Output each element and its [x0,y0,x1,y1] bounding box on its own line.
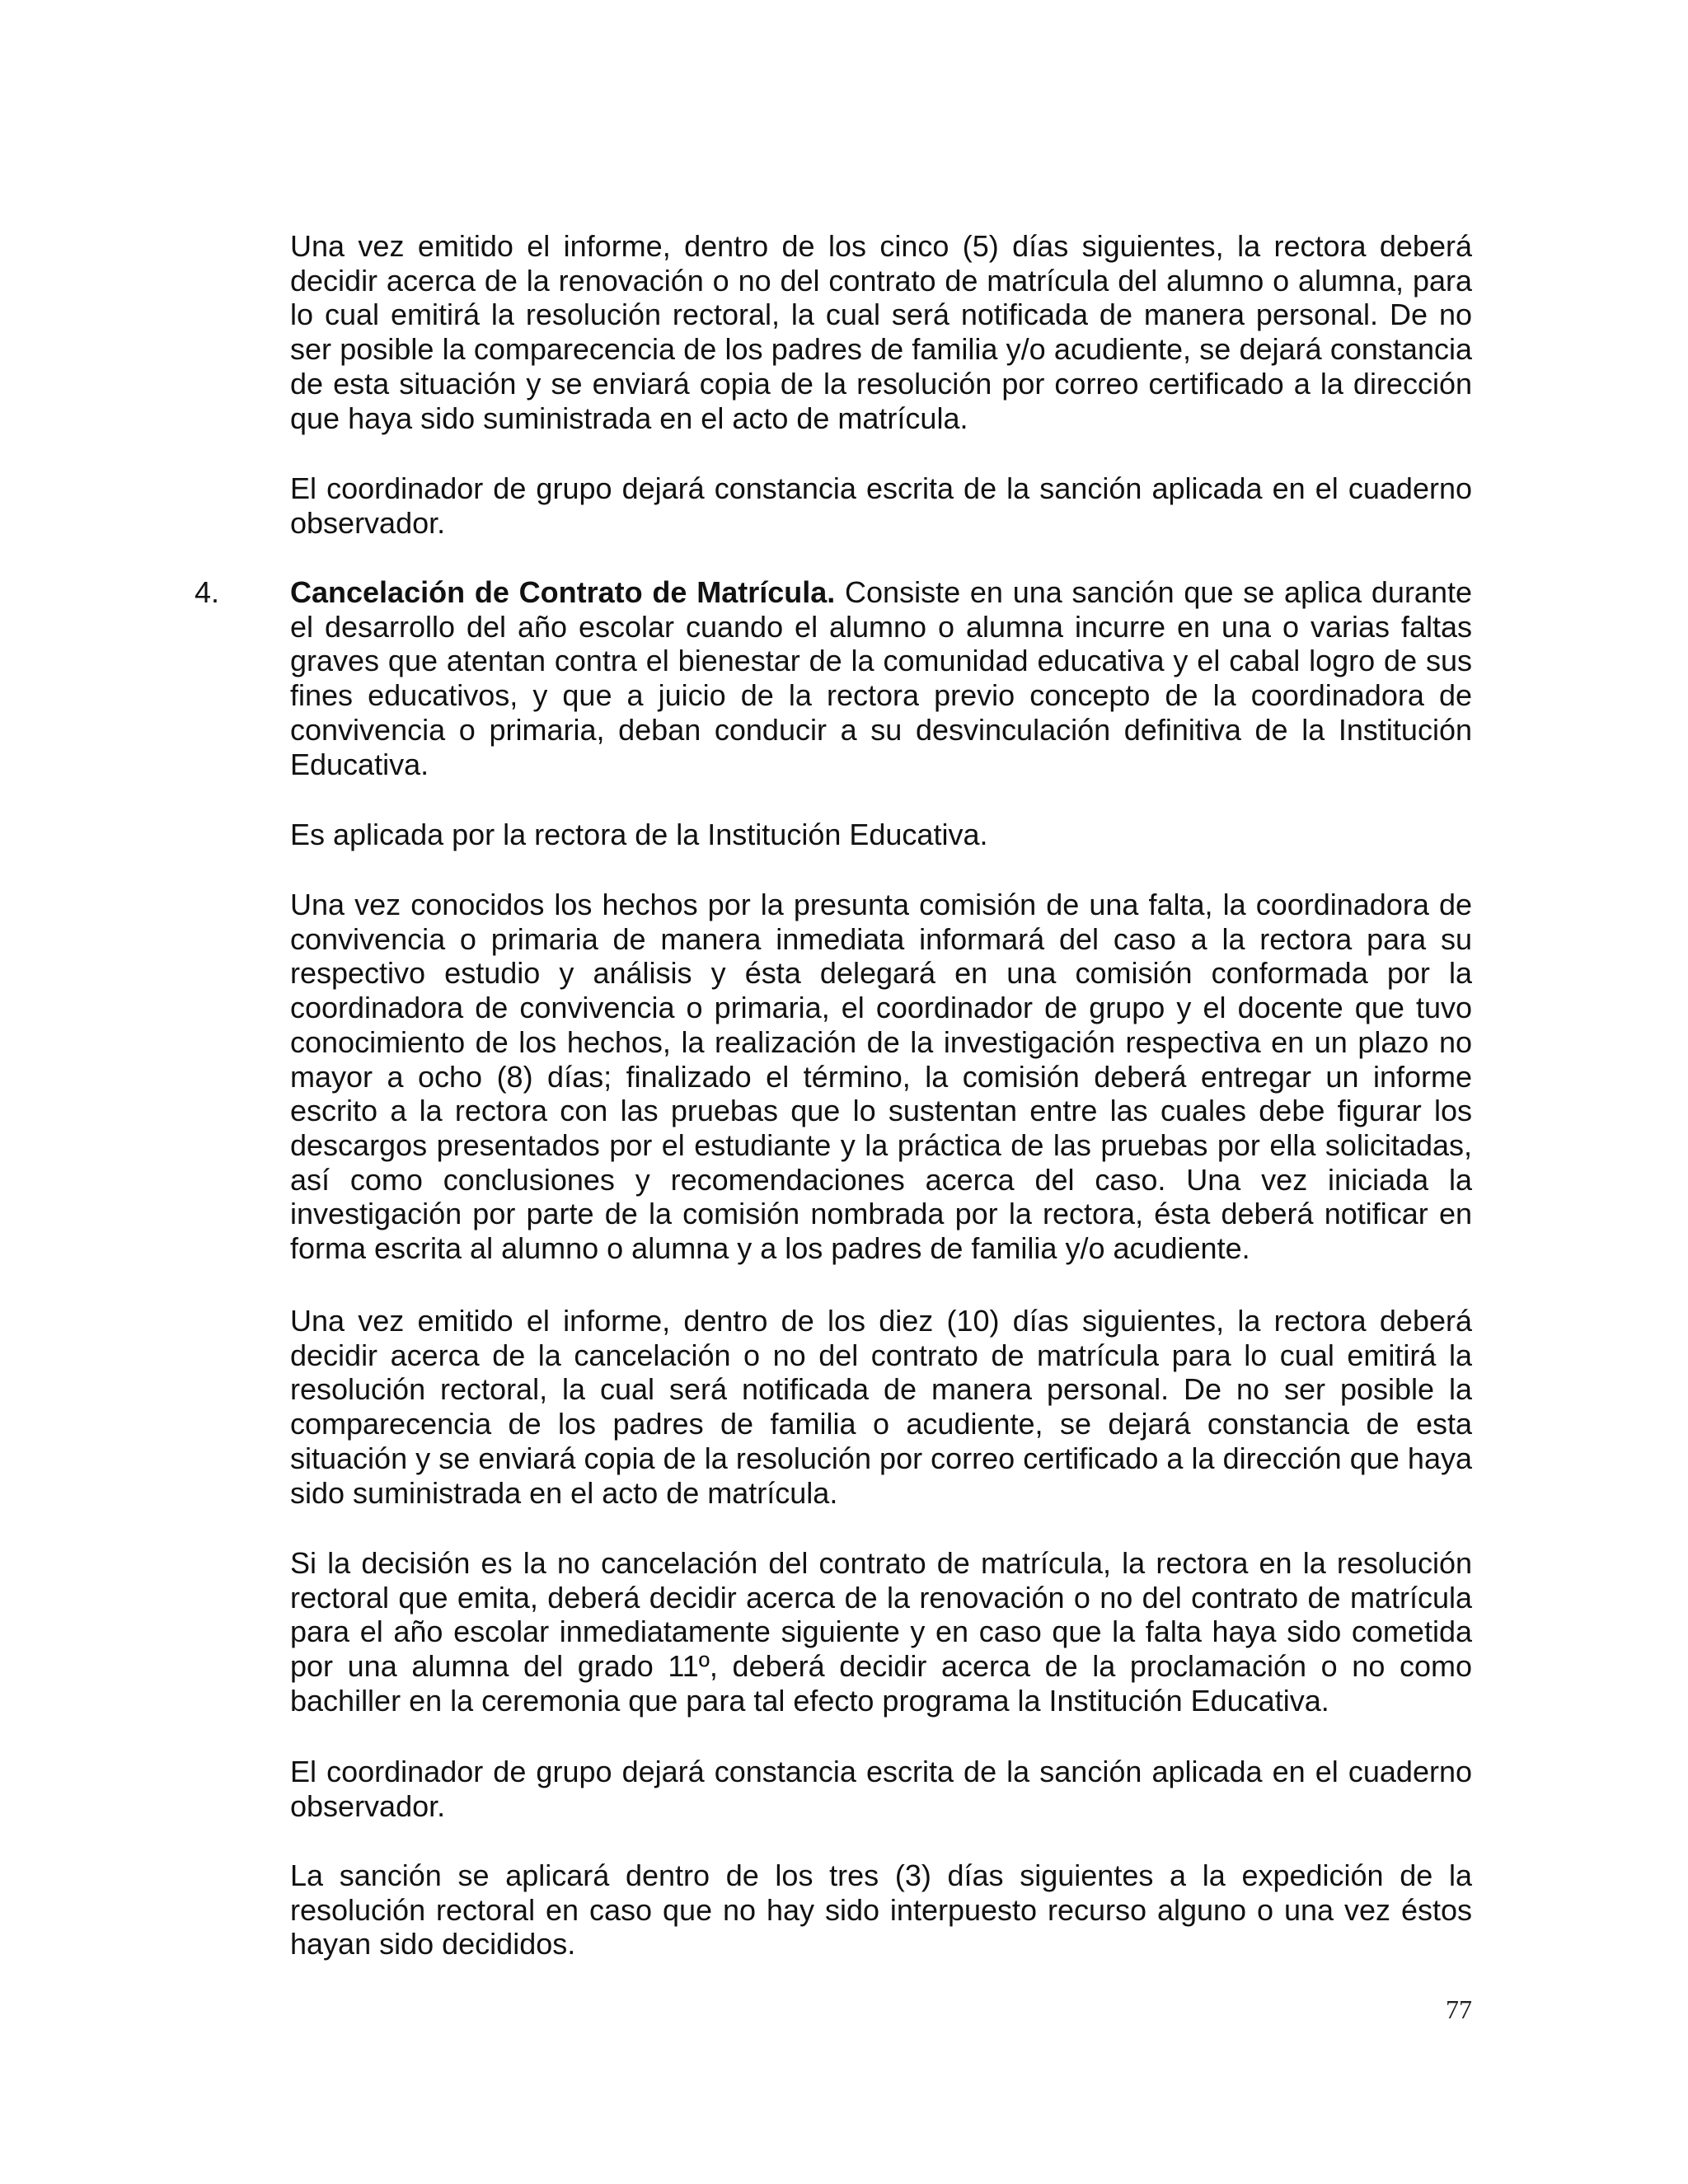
page-number: 77 [1446,1994,1472,2024]
paragraph-coordinador-constancia-1: El coordinador de grupo dejará constancia escrita de la sanción aplicada en el cuaderno observador. [290,471,1472,540]
paragraph-informe-diez-dias: Una vez emitido el informe, dentro de los diez (10) días siguientes, la rectora deberá decidir acerca de la cancelación o no del contrato de matrícula para lo cual emitirá la resolución rectoral, la cual será notificada de manera personal. De no ser posible la comparecencia de los padres de familia o acudiente, se dejará constancia de esta situación y se enviará copia de la resolución por correo certificado a la dirección que haya sido suministrada en el acto de matrícula. [290,1304,1472,1510]
item-4-text: Consiste en una sanción que se aplica durante el desarrollo del año escolar cuando el alumno o alumna incurre en una o varias faltas graves que atentan contra el bienestar de la comunidad educativa y el cabal logro de sus fines educativos, y que a juicio de la rectora previo concepto de la coordinadora de convivencia o primaria, deban conducir a su desvinculación definitiva de la Institución Educativa. [290,575,1472,781]
paragraph-informe-cinco-dias: Una vez emitido el informe, dentro de los cinco (5) días siguientes, la rectora deberá decidir acerca de la renovación o no del contrato de matrícula del alumno o alumna, para lo cual emitirá la resolución rectoral, la cual será notificada de manera personal. De no ser posible la comparecencia de los padres de familia y/o acudiente, se dejará constancia de esta situación y se enviará copia de la resolución por correo certificado a la dirección que haya sido suministrada en el acto de matrícula. [290,229,1472,435]
paragraph-no-cancelacion: Si la decisión es la no cancelación del contrato de matrícula, la rectora en la resolución rectoral que emita, deberá decidir acerca de la renovación o no del contrato de matrícula para el año escolar inmediatamente siguiente y en caso que la falta haya sido cometida por una alumna del grado 11º, deberá decidir acerca de la proclamación o no como bachiller en la ceremonia que para tal efecto programa la Institución Educativa. [290,1546,1472,1718]
paragraph-cancelacion-contrato [290,575,1472,781]
paragraph-sancion-tres-dias: La sanción se aplicará dentro de los tres (3) días siguientes a la expedición de la resolución rectoral en caso que no hay sido interpuesto recurso alguno o una vez éstos hayan sido decididos. [290,1858,1472,1961]
paragraph-conocidos-los-hechos: Una vez conocidos los hechos por la presunta comisión de una falta, la coordinadora de convivencia o primaria de manera inmediata informará del caso a la rectora para su respectivo estudio y análisis y ésta delegará en una comisión conformada por la coordinadora de convivencia o primaria, el coordinador de grupo y el docente que tuvo conocimiento de los hechos, la realización de la investigación respectiva en un plazo no mayor a ocho (8) días; finalizado el término, la comisión deberá entregar un informe escrito a la rectora con las pruebas que lo sustentan entre las cuales debe figurar los descargos presentados por el estudiante y la práctica de las pruebas por ella solicitadas, así como conclusiones y recomendaciones acerca del caso. Una vez iniciada la investigación por parte de la comisión nombrada por la rectora, ésta deberá notificar en forma escrita al alumno o alumna y a los padres de familia y/o acudiente. [290,888,1472,1266]
paragraph-aplicada-por-rectora: Es aplicada por la rectora de la Institución Educativa. [290,818,988,851]
item-number-4: 4. [195,575,220,609]
paragraph-coordinador-constancia-2: El coordinador de grupo dejará constancia escrita de la sanción aplicada en el cuaderno observador. [290,1755,1472,1823]
item-4-title: Cancelación de Contrato de Matrícula. [290,575,836,609]
